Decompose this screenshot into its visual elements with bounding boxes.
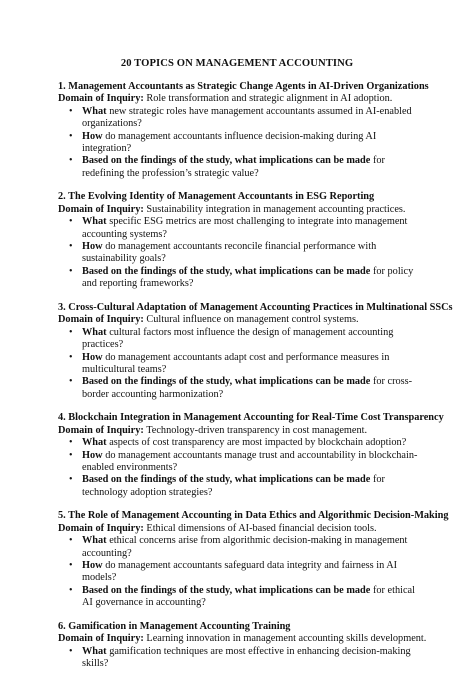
question-text: do management accountants safeguard data integrity and fairness in AI models? [82, 559, 398, 584]
bullet-icon: • [69, 351, 73, 363]
question-lead: How [82, 449, 103, 461]
question-lead: What [82, 326, 107, 338]
question-lead: What [82, 437, 107, 449]
question-item [58, 216, 424, 241]
question-text: specific ESG metrics are most challenging to integrate into management accounting systems? [82, 216, 408, 240]
domain-text: Cultural influence on management control systems. [146, 314, 359, 326]
domain-of-inquiry [58, 314, 424, 326]
question-text: cultural factors most influence the design of management accounting practices? [82, 326, 394, 351]
bullet-icon: • [69, 474, 73, 486]
bullet-icon: • [69, 105, 73, 117]
question-text: ethical concerns arise from algorithmic decision-making in management accounting? [82, 535, 408, 559]
question-text: gamification techniques are most effective in enhancing decision-making skills? [82, 645, 411, 669]
topic-heading: 4. Blockchain Integration in Management Accounting for Real-Time Cost Transparency [58, 412, 444, 424]
question-lead: How [82, 351, 103, 363]
bullet-icon: • [69, 216, 73, 228]
bullet-icon: • [69, 130, 73, 142]
question-list [58, 216, 424, 290]
domain-label: Domain of Inquiry: [58, 522, 144, 534]
domain-text: Ethical dimensions of AI-based financial decision tools. [146, 522, 377, 534]
bullet-icon: • [69, 559, 73, 571]
question-item [58, 437, 424, 449]
bullet-icon: • [69, 535, 73, 547]
question-text: new strategic roles have management accountants assumed in AI-enabled organizations? [82, 105, 412, 130]
question-lead: How [82, 241, 103, 253]
domain-label: Domain of Inquiry: [58, 424, 144, 436]
question-lead: What [82, 216, 107, 228]
question-item [58, 131, 424, 156]
domain-of-inquiry [58, 204, 424, 216]
question-item [58, 376, 424, 401]
bullet-icon: • [69, 584, 73, 596]
bullet-icon: • [69, 155, 73, 167]
question-lead: What [82, 105, 107, 117]
topic-6 [58, 620, 427, 671]
question-text: for technology adoption strategies? [82, 474, 385, 498]
domain-text: Learning innovation in management accounting skills development. [146, 633, 427, 645]
bullet-icon: • [69, 376, 73, 388]
question-lead: Based on the findings of the study, what implications can be made [82, 376, 371, 388]
topic-heading: 5. The Role of Management Accounting in Data Ethics and Algorithmic Decision-Making [58, 510, 449, 522]
topics-list [58, 81, 453, 682]
domain-label: Domain of Inquiry: [58, 93, 144, 105]
question-item [58, 646, 424, 671]
question-text: for cross-border accounting harmonization? [82, 376, 413, 400]
question-lead: How [82, 559, 103, 571]
topic-5 [58, 510, 449, 609]
question-lead: How [82, 130, 103, 142]
domain-text: Role transformation and strategic alignment in AI adoption. [146, 93, 393, 105]
question-item [58, 352, 424, 377]
document-title: 20 TOPICS ON MANAGEMENT ACCOUNTING [120, 58, 354, 69]
domain-text: Sustainability integration in management accounting practices. [146, 203, 406, 215]
question-item [58, 106, 424, 131]
question-text: do management accountants manage trust and accountability in blockchain-enabled environments? [82, 449, 418, 473]
domain-text: Technology-driven transparency in cost management. [146, 424, 368, 436]
question-item [58, 585, 424, 610]
question-item [58, 474, 424, 499]
domain-of-inquiry [58, 523, 424, 535]
topic-4 [58, 412, 444, 499]
topic-3 [58, 301, 453, 401]
question-item [58, 450, 424, 475]
topic-heading: 1. Management Accountants as Strategic Change Agents in AI-Driven Organizations [58, 81, 429, 92]
question-lead: What [82, 645, 107, 657]
topic-2 [58, 191, 424, 290]
domain-of-inquiry [58, 425, 424, 437]
question-text: do management accountants influence decision-making during AI integration? [82, 130, 377, 155]
question-list [58, 646, 424, 671]
question-lead: What [82, 535, 107, 547]
question-item [58, 327, 424, 352]
question-lead: Based on the findings of the study, what implications can be made [82, 584, 371, 596]
question-item [58, 266, 424, 291]
question-item [58, 155, 424, 180]
question-text: for policy and reporting frameworks? [82, 265, 414, 290]
bullet-icon: • [69, 265, 73, 277]
question-text: do management accountants reconcile financial performance with sustainability goals? [82, 241, 377, 265]
domain-of-inquiry [58, 93, 424, 105]
topic-heading: 6. Gamification in Management Accounting Training [58, 620, 291, 632]
question-text: do management accountants adapt cost and performance measures in multicultural teams? [82, 351, 390, 375]
domain-label: Domain of Inquiry: [58, 633, 144, 645]
domain-of-inquiry [58, 633, 427, 645]
question-text: for ethical AI governance in accounting? [82, 584, 415, 609]
topic-1 [58, 81, 429, 180]
question-list [58, 106, 424, 180]
bullet-icon: • [69, 437, 73, 449]
question-text: for redefining the profession’s strategic value? [82, 155, 385, 179]
question-list [58, 535, 424, 609]
question-lead: Based on the findings of the study, what implications can be made [82, 474, 371, 486]
bullet-icon: • [69, 241, 73, 253]
question-lead: Based on the findings of the study, what implications can be made [82, 155, 371, 167]
question-text: aspects of cost transparency are most impacted by blockchain adoption? [109, 437, 407, 449]
question-list [58, 437, 424, 499]
question-item [58, 560, 424, 585]
question-lead: Based on the findings of the study, what implications can be made [82, 265, 371, 277]
question-item [58, 535, 424, 560]
question-item [58, 241, 424, 266]
domain-label: Domain of Inquiry: [58, 203, 144, 215]
domain-label: Domain of Inquiry: [58, 314, 144, 326]
bullet-icon: • [69, 645, 73, 657]
topic-heading: 3. Cross-Cultural Adaptation of Management Accounting Practices in Multinational SSCs [58, 301, 453, 313]
bullet-icon: • [69, 449, 73, 461]
question-list [58, 327, 424, 401]
topic-heading: 2. The Evolving Identity of Management Accountants in ESG Reporting [58, 191, 375, 203]
bullet-icon: • [69, 326, 73, 338]
